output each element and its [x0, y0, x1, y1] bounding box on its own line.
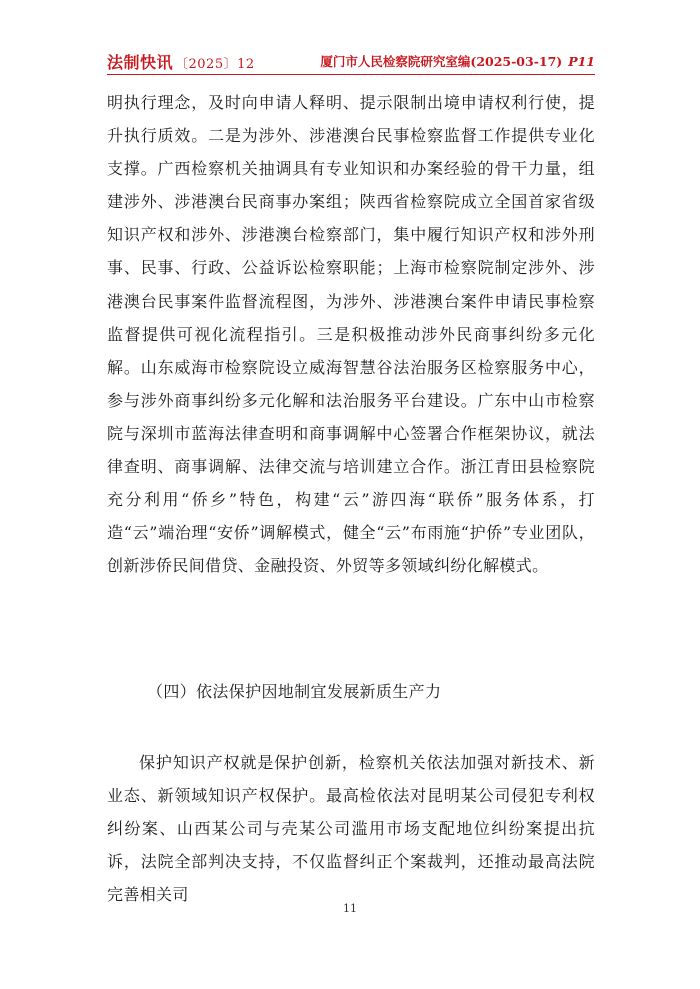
- publication-name: 法制快讯: [107, 53, 174, 72]
- publisher-name: 厦门市人民检察院研究室编(2025-03-17): [320, 54, 563, 69]
- publisher-info: [320, 52, 595, 70]
- publication-title: [107, 50, 255, 73]
- body-paragraph: 明执行理念，及时向申请人释明、提示限制出境申请权利行使，提升执行质效。二是为涉外、涉港澳台民事检察监督工作提供专业化支撑。广西检察机关抽调具有专业知识和办案经验的骨干力量，组建涉外、涉港澳台民商事办案组；陕西省检察院成立全国首家省级知识产权和涉外、涉港澳台检察部门，集中履行知识产权和涉外刑事、民事、行政、公益诉讼检察职能；上海市检察院制定涉外、涉港澳台民事案件监督流程图，为涉外、涉港澳台案件申请民事检察监督提供可视化流程指引。三是积极推动涉外民商事纠纷多元化解。山东威海市检察院设立威海智慧谷法治服务区检察服务中心，参与涉外商事纠纷多元化解和法治服务平台建设。广东中山市检察院与深圳市蓝海法律查明和商事调解中心签署合作框架协议，就法律查明、商事调解、法律交流与培训建立合作。浙江青田县检察院充分利用“侨乡”特色，构建“云”游四海“联侨”服务体系，打造“云”端治理“安侨”调解模式，健全“云”布雨施“护侨”专业团队，创新涉侨民间借贷、金融投资、外贸等多领域纠纷化解模式。: [107, 93, 595, 576]
- header-divider: [107, 74, 595, 75]
- page-tag: P11: [568, 54, 595, 69]
- issue-number: 〔2025〕12: [175, 57, 255, 72]
- body-paragraph: 保护知识产权就是保护创新，检察机关依法加强对新技术、新业态、新领域知识产权保护。最高检依法对昆明某公司侵犯专利权纠纷案、山西某公司与壳某公司滥用市场支配地位纠纷案提出抗诉，法院全部判决支持，不仅监督纠正个案裁判，还推动最高法院完善相关司: [107, 753, 595, 905]
- page-header: [107, 50, 595, 72]
- section-heading: （四）依法保护因地制宜发展新质生产力: [147, 682, 442, 701]
- page-number: 11: [343, 902, 357, 915]
